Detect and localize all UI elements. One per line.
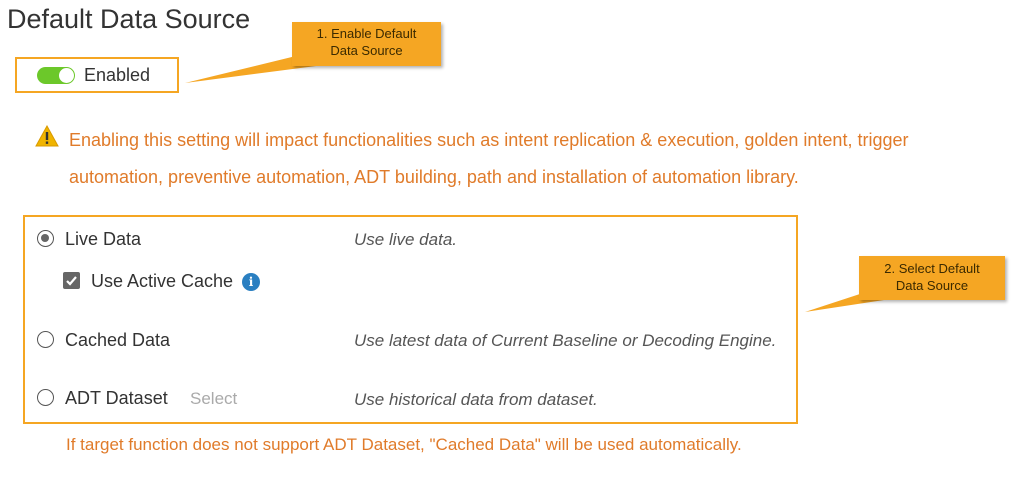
cached-data-label: Cached Data — [65, 330, 171, 350]
live-data-radio[interactable] — [37, 230, 54, 247]
use-active-cache-checkbox[interactable] — [63, 272, 80, 289]
adt-dataset-description: Use historical data from dataset. — [354, 390, 598, 409]
cached-data-radio[interactable] — [37, 331, 54, 348]
cached-data-description: Use latest data of Current Baseline or Decoding Engine. — [354, 331, 777, 350]
use-active-cache-label: Use Active Cache — [91, 271, 234, 291]
fallback-note: If target function does not support ADT Dataset, "Cached Data" will be used automatically. — [66, 435, 742, 454]
callout-2-line2: Data Source — [895, 278, 969, 293]
callout-1-line2: Data Source — [330, 43, 403, 58]
callout-2-line1: 2. Select Default — [884, 261, 980, 276]
toggle-knob — [59, 68, 74, 83]
checkmark-icon — [65, 274, 78, 287]
page-title: Default Data Source — [7, 4, 251, 34]
adt-dataset-select[interactable]: Select — [190, 389, 238, 408]
callout-select-default — [859, 256, 1005, 300]
warning-triangle-icon — [35, 125, 59, 147]
callout-enable-default — [292, 22, 441, 66]
enable-toggle-highlight — [15, 57, 179, 93]
live-data-label: Live Data — [65, 229, 142, 249]
live-data-description: Use live data. — [354, 230, 457, 249]
adt-dataset-radio[interactable] — [37, 389, 54, 406]
enable-toggle-label: Enabled — [84, 65, 151, 85]
info-icon[interactable]: i — [242, 273, 260, 291]
warning-message: Enabling this setting will impact functionalities such as intent replication & execution, golden intent, trigger automation, preventive automation, ADT building, path and installation of automation library. — [69, 130, 909, 187]
adt-dataset-label: ADT Dataset — [65, 388, 168, 408]
callout-1-line1: 1. Enable Default — [316, 26, 417, 41]
enable-toggle[interactable] — [37, 67, 75, 84]
